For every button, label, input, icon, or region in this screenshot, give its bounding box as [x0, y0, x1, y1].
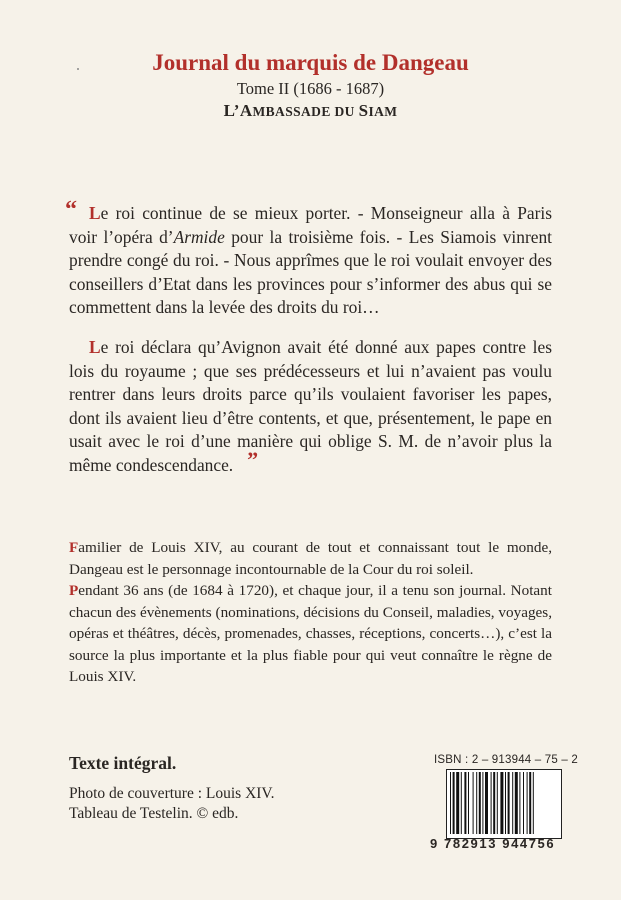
barcode-bar [476, 772, 477, 834]
book-title: Journal du marquis de Dangeau [152, 50, 469, 75]
barcode-bar [512, 772, 513, 834]
barcode-bar [519, 772, 520, 834]
volume-subtitle: Tome II (1686 - 1687) [236, 79, 385, 98]
barcode-bar [529, 772, 531, 834]
barcode-bar [493, 772, 495, 834]
barcode-bar [473, 772, 474, 834]
quote-paragraph-1: “ Le roi continue de se mieux porter. - Monseigneur alla à Paris voir l’opéra d’Armide pour la troisième fois. - Les Siamois vinrent prendre congé du roi. - Nous apprîmes que le roi voulait envoyer des conseillers d’Etat dans les provinces pour s’informer des abus qui se commettent dans la levée des droits du roi… [65, 197, 552, 318]
barcode-bar [456, 772, 459, 834]
barcode-bar [515, 772, 518, 834]
barcode-bar [491, 772, 492, 834]
barcode-bar [505, 772, 506, 834]
barcode-bar [468, 772, 469, 834]
open-quote-mark: “ [65, 197, 77, 223]
isbn-number: ISBN : 2 – 913944 – 75 – 2 [434, 754, 578, 766]
barcode-bar [482, 772, 483, 834]
book-description [69, 537, 552, 688]
description-paragraph-1: Familier de Louis XIV, au courant de tout et connaissant tout le monde, Dangeau est le personnage incontournable de la Cour du roi soleil. [69, 539, 552, 578]
barcode-bar [523, 772, 524, 834]
volume-name: L’AMBASSADE DU SIAM [223, 101, 398, 120]
barcode-bar [527, 772, 528, 834]
barcode-bar [533, 772, 534, 834]
close-quote-mark: ” [247, 446, 259, 472]
barcode-bar [464, 772, 466, 834]
quote-paragraph-2: Le roi déclara qu’Avignon avait été donné aux papes contre les lois du royaume ; que ses prédécesseurs et lui n’avaient pas voulu rentrer dans leurs droits parce qu’ils voulaient favoriser les papes, dont ils avaient lieu d’être contents, et que, présentement, le pape en usait avec le roi d’une manière qui oblige S. M. de n’avoir plus la même condescendance. ” [69, 337, 552, 475]
barcode-icon [446, 769, 562, 839]
cover-credit: Photo de couverture : Louis XIV. Tableau de Testelin. © edb. [69, 785, 275, 822]
text-integral-label: Texte intégral. [69, 753, 177, 773]
barcode-bar [508, 772, 510, 834]
barcode-bar [453, 772, 455, 834]
barcode-bar [497, 772, 498, 834]
barcode-bars [447, 770, 561, 838]
footer-notes [69, 752, 275, 824]
barcode-bar [461, 772, 462, 834]
drop-initial: L [89, 203, 101, 223]
description-paragraph-2: Pendant 36 ans (de 1684 à 1720), et chaque jour, il a tenu son journal. Notant chacun des évènements (nominations, décisions du Conseil, maladies, voyages, opéras et théâtres, décès, promenades, chasses, réceptions, concerts…), c’est la source la plus importante et la plus fiable pour qui veut connaître le règne de Louis XIV. [69, 582, 552, 685]
drop-initial: L [89, 337, 101, 357]
opera-title: Armide [173, 226, 225, 247]
barcode-digits: 9 782913 944756 [430, 836, 556, 851]
book-header [0, 48, 621, 123]
barcode-bar [485, 772, 488, 834]
barcode-bar [479, 772, 481, 834]
barcode-bar [450, 772, 451, 834]
barcode-bar [500, 772, 503, 834]
